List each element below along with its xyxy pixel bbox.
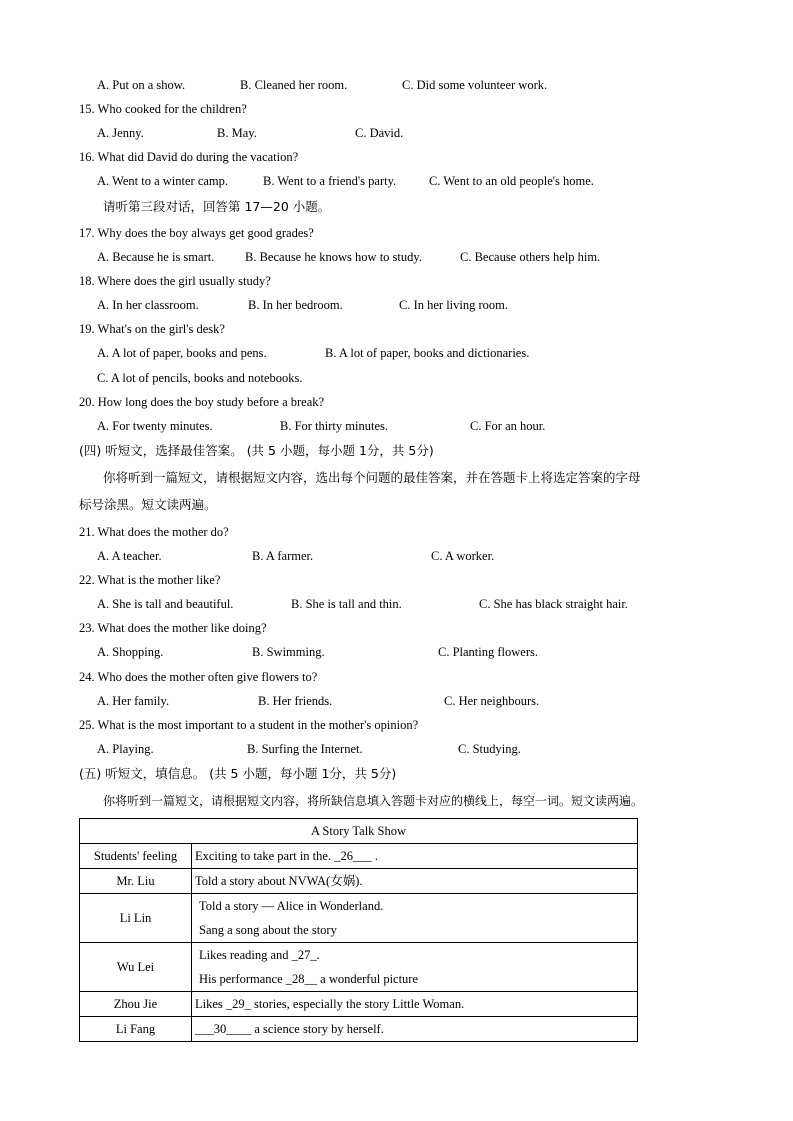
row-label: Li Lin <box>80 894 192 943</box>
part-5-heading: (五) 听短文，填信息。 (共 5 小题，每小题 1分，共 5分) <box>79 766 397 781</box>
part-4-instruction-line-2: 标号涂黑。短文读两遍。 <box>79 497 217 512</box>
q19-option-a: A. A lot of paper, books and pens. <box>97 346 267 360</box>
q20-option-b: B. For thirty minutes. <box>280 419 388 433</box>
row-line: Exciting to take part in the. _26___ . <box>195 849 378 863</box>
q15-option-a: A. Jenny. <box>97 126 144 140</box>
row-line: Told a story — Alice in Wonderland. <box>199 899 384 913</box>
question-16: 16. What did David do during the vacation? <box>79 150 299 164</box>
q14-option-b: B. Cleaned her room. <box>240 78 348 92</box>
question-25: 25. What is the most important to a student in the mother's opinion? <box>79 718 419 732</box>
part-4-heading: (四) 听短文，选择最佳答案。 (共 5 小题，每小题 1分，共 5分) <box>79 443 434 458</box>
table-title-row <box>80 819 638 844</box>
q16-option-a: A. Went to a winter camp. <box>97 174 229 188</box>
q24-option-a: A. Her family. <box>97 694 170 708</box>
question-21: 21. What does the mother do? <box>79 525 229 539</box>
q21-option-c: C. A worker. <box>431 549 495 563</box>
q25-option-a: A. Playing. <box>97 742 154 756</box>
q21-option-b: B. A farmer. <box>252 549 314 563</box>
q22-option-a: A. She is tall and beautiful. <box>97 597 234 611</box>
question-18: 18. Where does the girl usually study? <box>79 274 271 288</box>
section-3-instruction: 请听第三段对话，回答第 17—20 小题。 <box>103 199 331 214</box>
q18-option-c: C. In her living room. <box>399 298 509 312</box>
question-20: 20. How long does the boy study before a break? <box>79 395 325 409</box>
row-line: Likes _29_ stories, especially the story Little Woman. <box>195 997 465 1011</box>
q14-option-a: A. Put on a show. <box>97 78 186 92</box>
table-row <box>80 943 638 992</box>
q17-option-b: B. Because he knows how to study. <box>245 250 422 264</box>
question-15: 15. Who cooked for the children? <box>79 102 247 116</box>
question-17: 17. Why does the boy always get good grades? <box>79 226 314 240</box>
q19-option-c: C. A lot of pencils, books and notebooks. <box>97 371 303 385</box>
table-row <box>80 992 638 1017</box>
row-content <box>192 1017 638 1042</box>
row-line: His performance _28__ a wonderful picture <box>199 972 419 986</box>
table-row <box>80 1017 638 1042</box>
table-row <box>80 844 638 869</box>
part-4-instruction-line-1: 你将听到一篇短文，请根据短文内容，选出每个问题的最佳答案，并在答题卡上将选定答案的字母 <box>103 470 641 485</box>
row-line: Told a story about NVWA(女娲). <box>195 874 363 888</box>
row-label: Wu Lei <box>80 943 192 992</box>
q17-option-c: C. Because others help him. <box>460 250 601 264</box>
row-line: Likes reading and _27_. <box>199 948 320 962</box>
table-row <box>80 869 638 894</box>
q22-option-c: C. She has black straight hair. <box>479 597 628 611</box>
question-22: 22. What is the mother like? <box>79 573 221 587</box>
q23-option-c: C. Planting flowers. <box>438 645 538 659</box>
row-label: Mr. Liu <box>80 869 192 894</box>
row-line: ___30____ a science story by herself. <box>195 1022 384 1036</box>
question-19: 19. What's on the girl's desk? <box>79 322 225 336</box>
q24-option-c: C. Her neighbours. <box>444 694 540 708</box>
q23-option-a: A. Shopping. <box>97 645 164 659</box>
q19-option-b: B. A lot of paper, books and dictionaries. <box>325 346 530 360</box>
row-line: Sang a song about the story <box>199 923 337 937</box>
row-content <box>192 844 638 869</box>
table-row <box>80 894 638 943</box>
q18-option-a: A. In her classroom. <box>97 298 199 312</box>
q14-option-c: C. Did some volunteer work. <box>402 78 548 92</box>
row-content <box>192 943 638 992</box>
row-label: Li Fang <box>80 1017 192 1042</box>
q15-option-b: B. May. <box>217 126 257 140</box>
q15-option-c: C. David. <box>355 126 404 140</box>
q20-option-a: A. For twenty minutes. <box>97 419 213 433</box>
question-23: 23. What does the mother like doing? <box>79 621 267 635</box>
row-content <box>192 894 638 943</box>
q16-option-c: C. Went to an old people's home. <box>429 174 594 188</box>
q25-option-b: B. Surfing the Internet. <box>247 742 363 756</box>
q25-option-c: C. Studying. <box>458 742 521 756</box>
row-content <box>192 869 638 894</box>
q21-option-a: A. A teacher. <box>97 549 162 563</box>
row-label: Zhou Jie <box>80 992 192 1017</box>
q17-option-a: A. Because he is smart. <box>97 250 215 264</box>
row-content <box>192 992 638 1017</box>
q22-option-b: B. She is tall and thin. <box>291 597 402 611</box>
q24-option-b: B. Her friends. <box>258 694 333 708</box>
q16-option-b: B. Went to a friend's party. <box>263 174 397 188</box>
question-24: 24. Who does the mother often give flowers to? <box>79 670 318 684</box>
q20-option-c: C. For an hour. <box>470 419 546 433</box>
story-talk-show-table <box>79 818 638 1042</box>
q23-option-b: B. Swimming. <box>252 645 325 659</box>
part-5-instruction: 你将听到一篇短文，请根据短文内容，将所缺信息填入答题卡对应的横线上，每空一词。短文读两遍。 <box>103 794 644 808</box>
q18-option-b: B. In her bedroom. <box>248 298 343 312</box>
row-label: Students' feeling <box>80 844 192 869</box>
table-title: A Story Talk Show <box>80 819 638 844</box>
